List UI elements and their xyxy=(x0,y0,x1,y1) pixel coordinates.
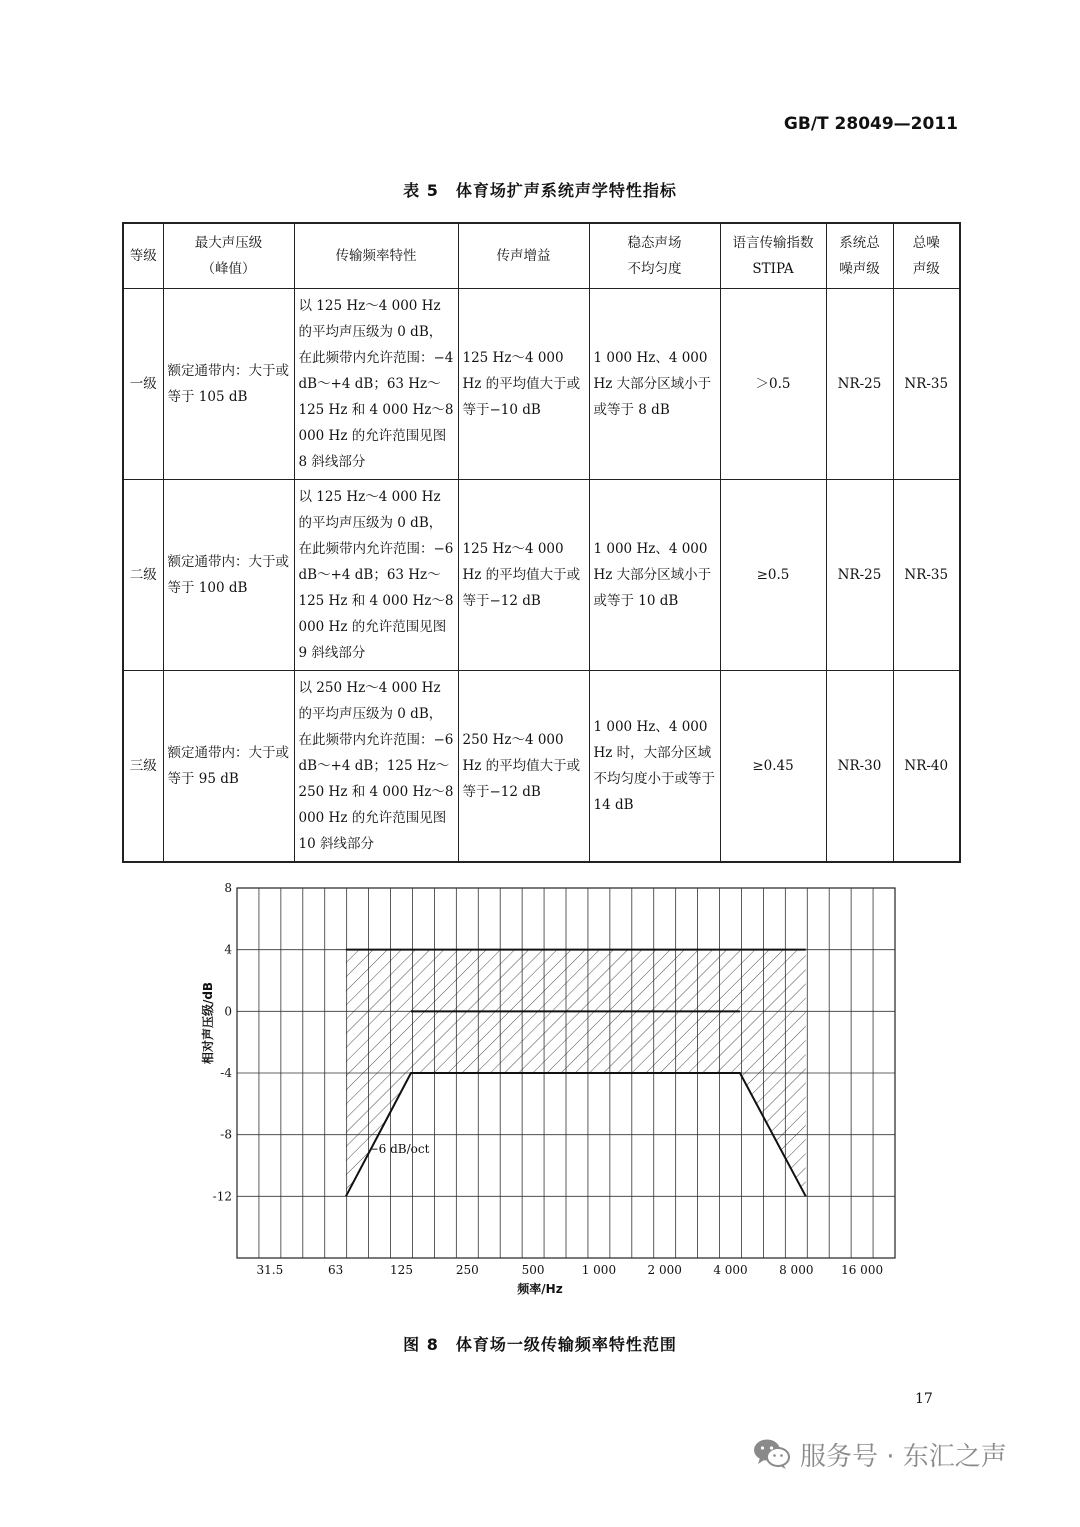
cell-system-noise: NR-25 xyxy=(826,289,893,480)
x-tick-label: 250 xyxy=(455,1263,479,1277)
cell-grade: 二级 xyxy=(123,480,163,671)
table-row xyxy=(123,289,960,480)
table-row xyxy=(123,671,960,863)
cell-freq-response: 以 250 Hz～4 000 Hz 的平均声压级为 0 dB，在此频带内允许范围：−6 dB～+4 dB；125 Hz～250 Hz 和 4 000 Hz～8 000 Hz 的允许范围见图 10 斜线部分 xyxy=(294,671,458,863)
x-tick-label: 8 000 xyxy=(779,1263,814,1277)
acoustic-spec-table xyxy=(122,222,961,863)
header-stipa: 语言传输指数 STIPA xyxy=(720,223,826,289)
header-gain: 传声增益 xyxy=(458,223,589,289)
header-system-noise: 系统总 噪声级 xyxy=(826,223,893,289)
watermark xyxy=(752,1432,1007,1476)
cell-uniformity: 1 000 Hz、4 000 Hz 大部分区域小于或等于 10 dB xyxy=(589,480,720,671)
header-grade: 等级 xyxy=(123,223,163,289)
x-tick-label: 1 000 xyxy=(581,1263,617,1277)
x-tick-label: 2 000 xyxy=(647,1263,682,1277)
y-tick-label: -8 xyxy=(220,1127,232,1142)
cell-stipa: ≥0.45 xyxy=(720,671,826,863)
table-header-row xyxy=(123,223,960,289)
x-axis-label: 频率/Hz xyxy=(517,1282,563,1296)
cell-freq-response: 以 125 Hz～4 000 Hz 的平均声压级为 0 dB，在此频带内允许范围：−6 dB～+4 dB；63 Hz～125 Hz 和 4 000 Hz～8 000 Hz 的允许范围见图 9 斜线部分 xyxy=(294,480,458,671)
figure-caption: 图 8 体育场一级传输频率特性范围 xyxy=(403,1335,677,1354)
y-tick-label: 4 xyxy=(224,942,232,957)
cell-max-spl: 额定通带内：大于或等于 95 dB xyxy=(163,671,294,863)
cell-grade: 一级 xyxy=(123,289,163,480)
x-tick-label: 16 000 xyxy=(841,1263,884,1277)
x-tick-label: 125 xyxy=(390,1263,413,1277)
figure-8 xyxy=(190,878,910,1298)
x-tick-label: 500 xyxy=(521,1263,545,1277)
page-number: 17 xyxy=(915,1391,933,1407)
cell-freq-response: 以 125 Hz～4 000 Hz 的平均声压级为 0 dB，在此频带内允许范围：−4 dB～+4 dB；63 Hz～125 Hz 和 4 000 Hz～8 000 Hz 的允许范围见图 8 斜线部分 xyxy=(294,289,458,480)
cell-gain: 125 Hz～4 000 Hz 的平均值大于或等于−10 dB xyxy=(458,289,589,480)
x-tick-label: 4 000 xyxy=(713,1263,748,1277)
cell-grade: 三级 xyxy=(123,671,163,863)
y-tick-label: -4 xyxy=(220,1066,232,1080)
watermark-text: 服务号 · 东汇之声 xyxy=(800,1441,1007,1472)
standard-code: GB/T 28049—2011 xyxy=(783,114,958,134)
cell-total-noise: NR-35 xyxy=(893,480,960,671)
table-row xyxy=(123,480,960,671)
y-tick-label: 8 xyxy=(224,881,232,895)
cell-gain: 125 Hz～4 000 Hz 的平均值大于或等于−12 dB xyxy=(458,480,589,671)
y-tick-label: 0 xyxy=(224,1004,232,1019)
cell-uniformity: 1 000 Hz、4 000 Hz 大部分区域小于或等于 8 dB xyxy=(589,289,720,480)
cell-max-spl: 额定通带内：大于或等于 105 dB xyxy=(163,289,294,480)
table-caption: 表 5 体育场扩声系统声学特性指标 xyxy=(403,181,677,200)
cell-stipa: ≥0.5 xyxy=(720,480,826,671)
header-freq-response: 传输频率特性 xyxy=(294,223,458,289)
header-max-spl: 最大声压级 （峰值） xyxy=(163,223,294,289)
cell-total-noise: NR-40 xyxy=(893,671,960,863)
y-tick-label: -12 xyxy=(212,1189,232,1204)
y-axis-label: 相对声压级/dB xyxy=(201,981,215,1065)
cell-total-noise: NR-35 xyxy=(893,289,960,480)
cell-stipa: ＞0.5 xyxy=(720,289,826,480)
cell-uniformity: 1 000 Hz、4 000 Hz 时，大部分区域不均匀度小于或等于 14 dB xyxy=(589,671,720,863)
cell-gain: 250 Hz～4 000 Hz 的平均值大于或等于−12 dB xyxy=(458,671,589,863)
header-total-noise: 总噪 声级 xyxy=(893,223,960,289)
cell-system-noise: NR-25 xyxy=(826,480,893,671)
wechat-icon xyxy=(752,1437,792,1471)
header-uniformity: 稳态声场 不均匀度 xyxy=(589,223,720,289)
frequency-response-chart xyxy=(190,878,910,1298)
cell-system-noise: NR-30 xyxy=(826,671,893,863)
x-tick-label: 31.5 xyxy=(256,1263,284,1277)
slope-annotation: −6 dB/oct xyxy=(368,1142,430,1157)
x-tick-label: 63 xyxy=(328,1263,344,1277)
cell-max-spl: 额定通带内：大于或等于 100 dB xyxy=(163,480,294,671)
